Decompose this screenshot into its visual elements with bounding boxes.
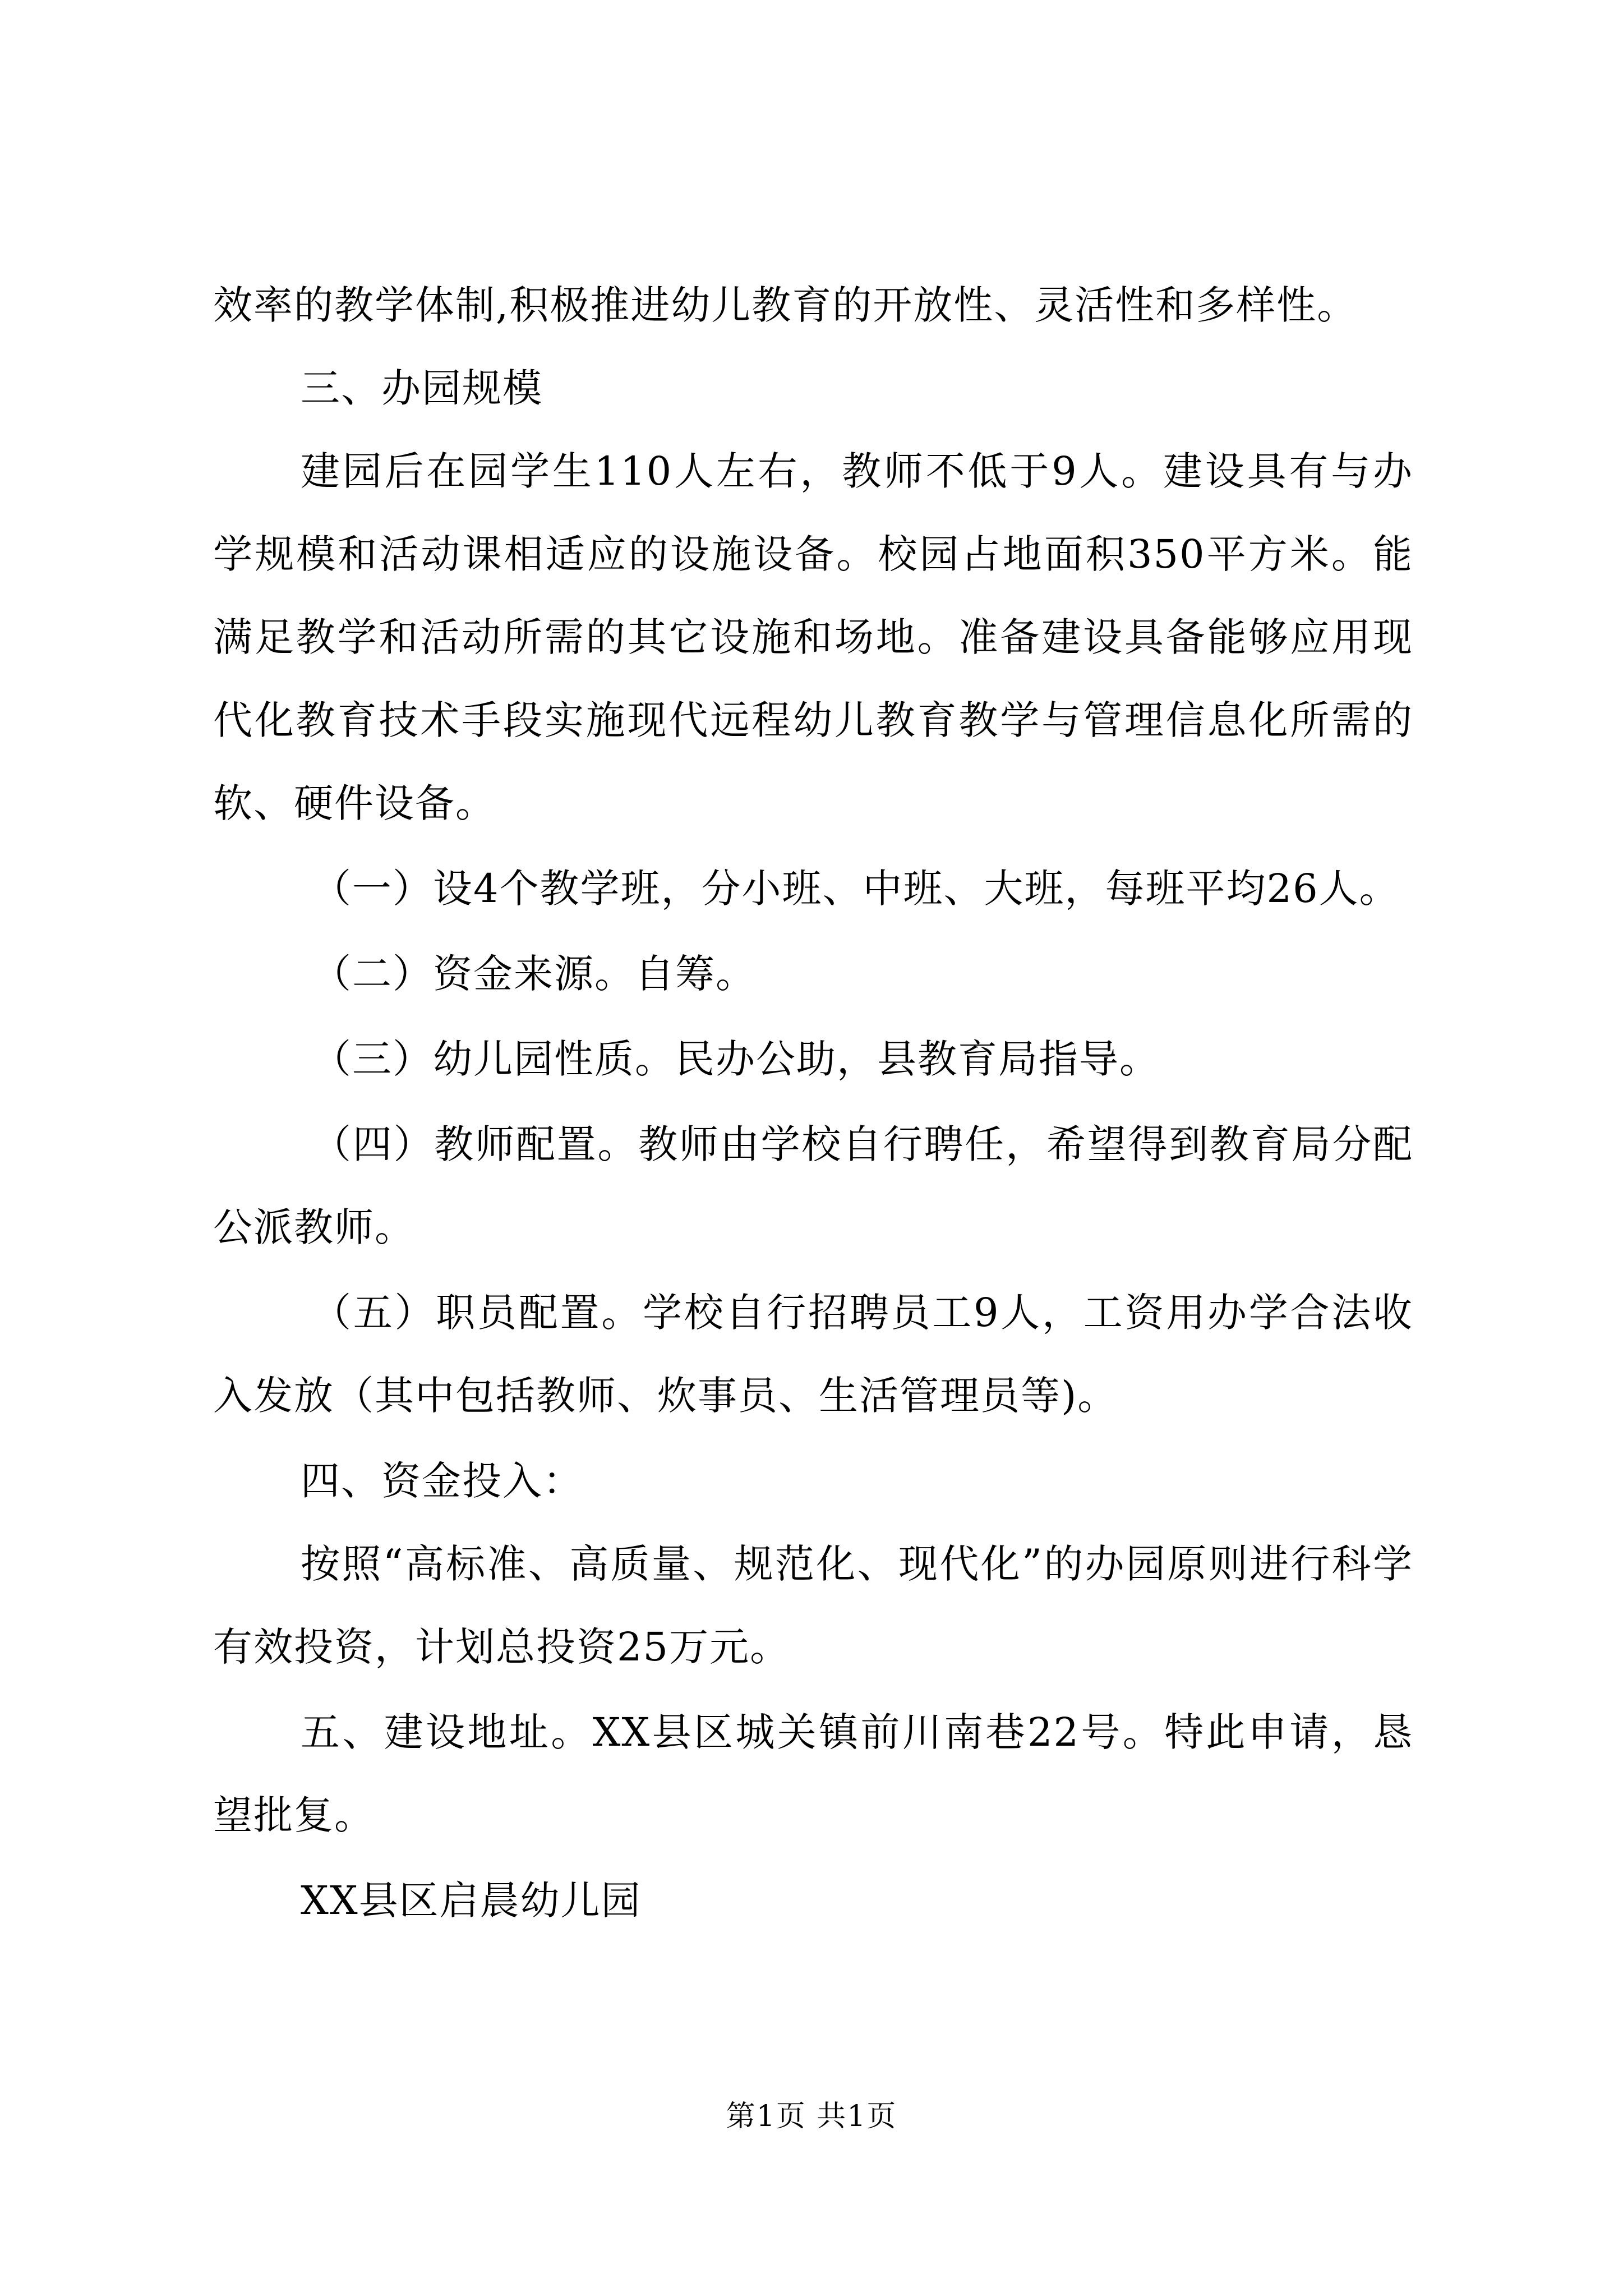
document-body [213, 264, 1413, 1942]
section-heading-investment: 四、资金投入： [301, 1458, 583, 1504]
page-footer: 第1页 共1页 [726, 2100, 897, 2133]
section-heading-scale: 三、办园规模 [301, 365, 543, 411]
item-teachers: （四）教师配置。教师由学校自行聘任，希望得到教育局分配公派教师。 [213, 1121, 1413, 1250]
item-classes: （一）设4个教学班，分小班、中班、大班，每班平均26人。 [312, 866, 1400, 912]
paragraph-scale: 建园后在园学生110人左右，教师不低于9人。建设具有与办学规模和活动课相适应的设施设备。校园占地面积350平方米。能满足教学和活动所需的其它设施和场地。准备建设具备能够应用现代化教育技术手段实施现代远程幼儿教育教学与管理信息化所需的软、硬件设备。 [213, 448, 1413, 826]
item-nature: （三）幼儿园性质。民办公助，县教育局指导。 [312, 1036, 1160, 1082]
item-funding: （二）资金来源。自筹。 [312, 951, 756, 997]
item-staff: （五）职员配置。学校自行招聘员工9人，工资用办学合法收入发放（其中包括教师、炊事员、生活管理员等)。 [213, 1290, 1413, 1419]
paragraph-address: 五、建设地址。XX县区城关镇前川南巷22号。特此申请，恳望批复。 [213, 1709, 1413, 1838]
paragraph-continuation: 效率的教学体制,积极推进幼儿教育的开放性、灵活性和多样性。 [213, 282, 1358, 328]
signature-organization: XX县区启晨幼儿园 [301, 1878, 642, 1924]
paragraph-investment: 按照“高标准、高质量、规范化、现代化”的办园原则进行科学有效投资，计划总投资25万元。 [213, 1541, 1413, 1670]
